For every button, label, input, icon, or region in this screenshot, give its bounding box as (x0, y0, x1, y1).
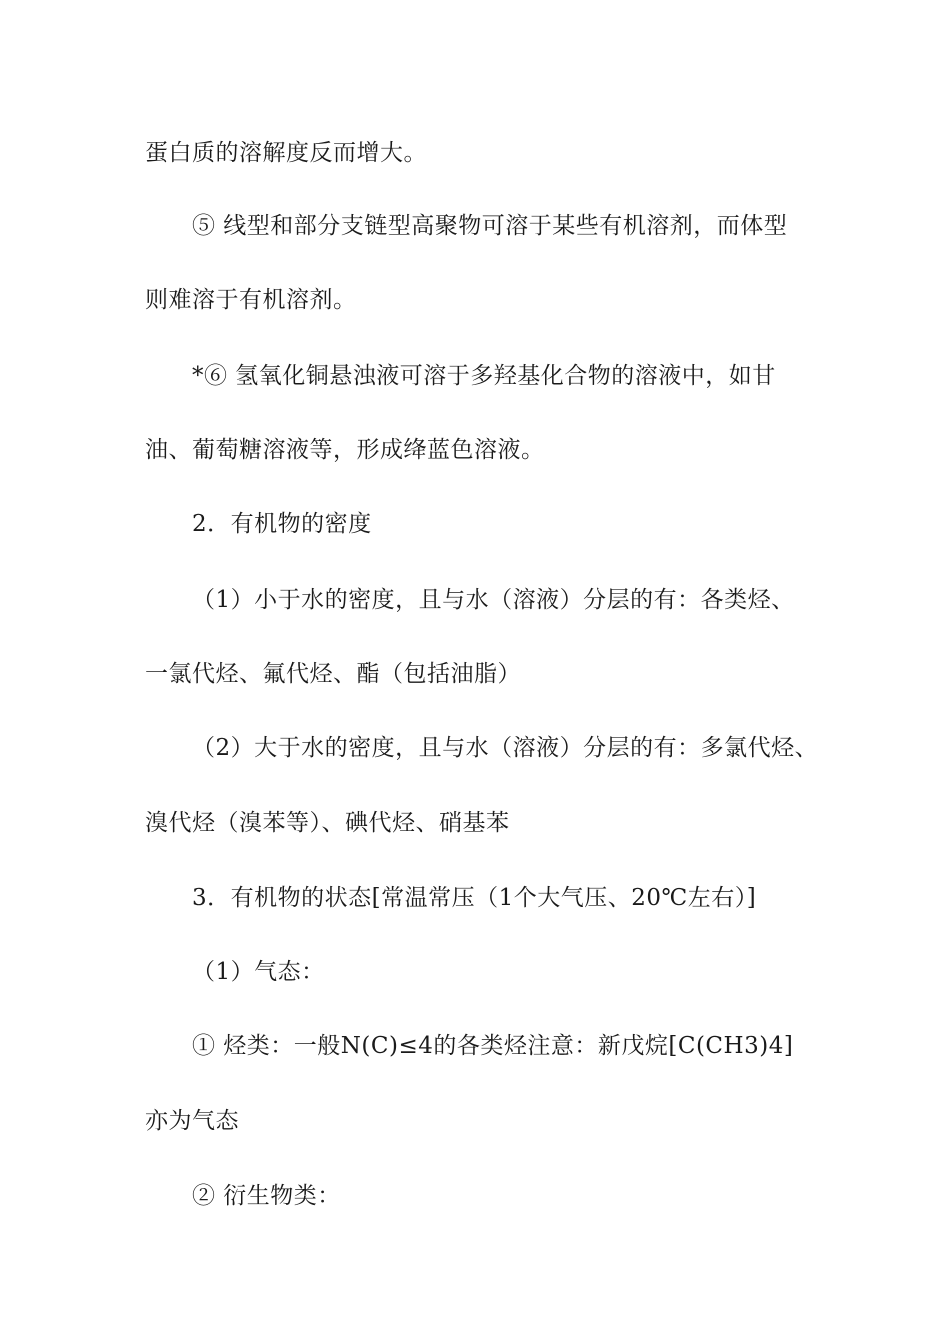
text-line-12: （1）气态： (192, 959, 325, 985)
section-heading-state: 3．有机物的状态[常温常压（1个大气压、20℃左右）] (192, 885, 757, 911)
text-line-10: 溴代烃（溴苯等）、碘代烃、硝基苯 (145, 810, 510, 836)
text-line-4: *⑥ 氢氧化铜悬浊液可溶于多羟基化合物的溶液中，如甘 (192, 363, 776, 389)
section-heading-density: 2．有机物的密度 (192, 511, 372, 537)
text-line-3: 则难溶于有机溶剂。 (145, 287, 357, 313)
text-line-2: ⑤ 线型和部分支链型高聚物可溶于某些有机溶剂，而体型 (192, 213, 788, 239)
text-line-5: 油、葡萄糖溶液等，形成绛蓝色溶液。 (145, 437, 545, 463)
text-line-15: ② 衍生物类： (192, 1183, 341, 1209)
text-line-7: （1）小于水的密度，且与水（溶液）分层的有：各类烃、 (192, 587, 795, 613)
text-line-13: ① 烃类：一般N(C)≤4的各类烃注意：新戊烷[C(CH3)4] (192, 1033, 794, 1059)
text-line-8: 一氯代烃、氟代烃、酯（包括油脂） (145, 661, 521, 687)
text-line-1: 蛋白质的溶解度反而增大。 (145, 140, 427, 166)
text-line-14: 亦为气态 (145, 1108, 239, 1134)
text-line-9: （2）大于水的密度，且与水（溶液）分层的有：多氯代烃、 (192, 735, 819, 761)
